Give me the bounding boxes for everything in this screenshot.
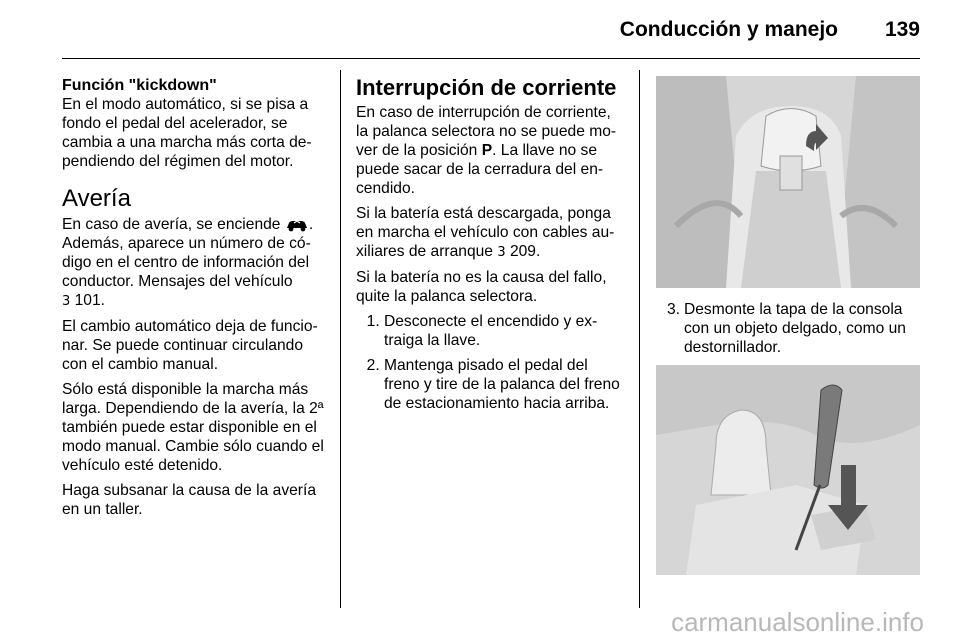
page-number: 139 [884,18,920,41]
interrupcion-paragraph-1 [356,103,624,198]
p2-part-a: Si la batería está descargada, ponga en marcha el vehículo con cables au-xiliares de arranque [356,205,615,260]
xref-arrow-icon: 3 [62,294,71,309]
page-header-title: Conducción y manejo [619,18,838,41]
p1-part-b: . La llave no se puede sacar de la cerradura del en-cendido. [356,142,604,197]
xref-arrow-icon: 3 [497,245,506,260]
watermark: carmanualsonline.info [671,607,924,637]
averia-heading: Avería [62,185,131,212]
interrupcion-paragraph-2 [356,204,624,262]
transmission-warning-icon [285,218,309,232]
step-3-text: Desmonte la tapa de la consola con un objeto delgado, como un destornillador. [684,301,906,356]
p2-ref[interactable]: 209. [509,243,541,260]
column-divider-left [340,70,341,608]
averia-p1-part-b: . Además, aparece un número de có-digo en el centro de información del conductor. Mensajes del vehículo [62,216,314,290]
list-item: 2. Mantenga pisado el pedal del freno y tire de la palanca del freno de estacionamiento hacia arriba. [384,356,624,413]
header-rule [62,58,920,59]
screwdriver-photo [656,365,920,575]
averia-p1-part-a: En caso de avería, se enciende [62,216,281,233]
column-divider-right [639,70,640,608]
interrupcion-paragraph-3: Si la batería no es la causa del fallo, quite la palanca selectora. [356,269,607,305]
p1-bold-position: P [481,142,493,159]
steps-list [356,312,624,413]
averia-paragraph-4: Haga subsanar la causa de la avería en un taller. [62,482,316,518]
interrupcion-heading: Interrupción de corriente [356,75,617,100]
column-2 [356,76,624,419]
p1-part-a: En caso de interrupción de corriente, la palanca selectora no se puede mo-ver de la posición [356,104,617,159]
gear-lever-photo [656,76,920,288]
column-3 [656,76,920,575]
column-1 [62,76,324,525]
averia-paragraph-2: El cambio automático deja de funcio-nar. Se puede continuar circulando con el cambio manual. [62,318,318,373]
averia-paragraph-1 [62,215,324,311]
list-item: 1. Desconecte el encendido y ex-traiga la llave. [384,312,624,350]
kickdown-text: En el modo automático, si se pisa a fondo el pedal del acelerador, se cambia a una marcha más corta de-pendiendo del régimen del motor. [62,96,312,170]
averia-p1-ref[interactable]: 101. [74,292,105,309]
averia-paragraph-3: Sólo está disponible la marcha más larga. Dependiendo de la avería, la 2ª también puede estar disponible en el modo manual. Cambie sólo cuando el vehículo esté detenido. [62,381,324,474]
step-3-number: 3. [667,301,681,318]
step-3 [656,300,920,357]
kickdown-heading: Función "kickdown" [62,77,217,94]
